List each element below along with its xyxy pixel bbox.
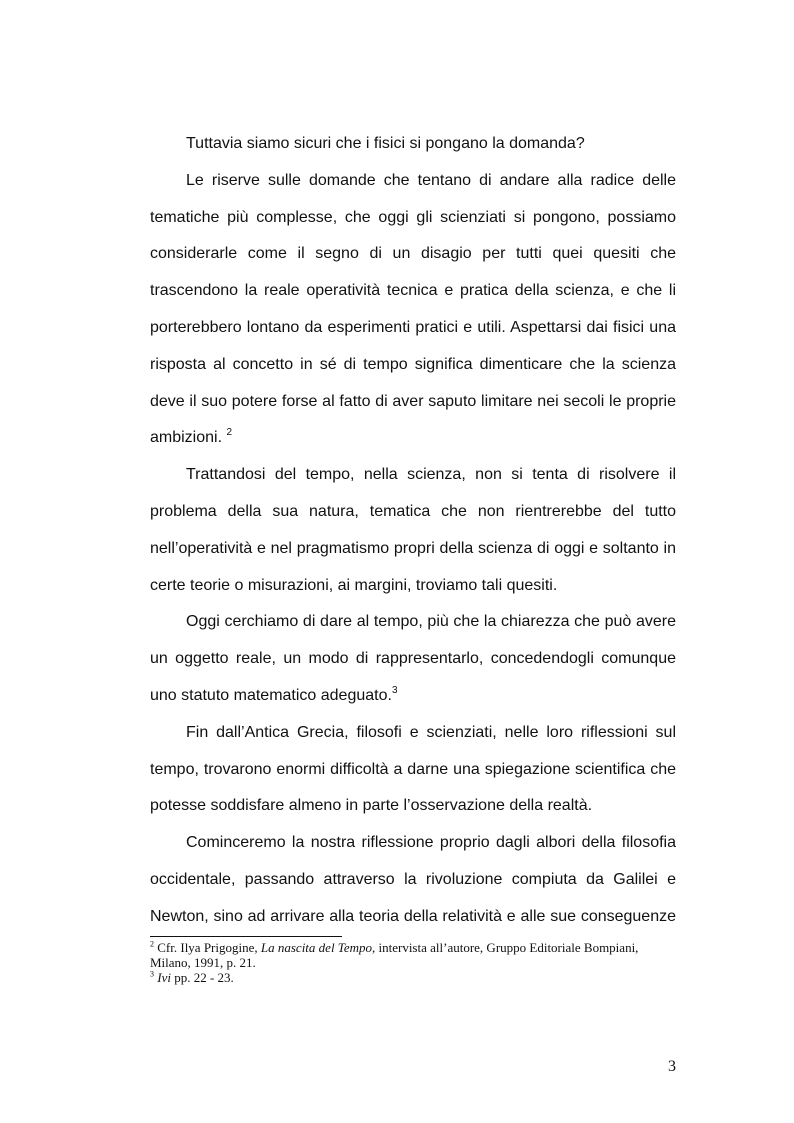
paragraph: Trattandosi del tempo, nella scienza, non si tenta di risolvere il problema della sua natura, tematica che non rientrerebbe del tutto nell’operatività e nel pragmatismo propri della scienza di oggi e soltanto in certe teorie o misurazioni, ai margini, troviamo tali quesiti. [150,466,676,594]
ibid-label: Ivi [157,970,171,985]
page-number: 3 [668,1058,676,1075]
footnote-ref[interactable]: 2 [226,427,233,439]
paragraph: Cominceremo la nostra riflessione proprio dagli albori della filosofia occidentale, passando attraverso la rivoluzione compiuta da Galilei e Newton, sino ad arrivare alla teoria della relatività e alle sue conseguenze [150,834,676,925]
footnote-separator [150,936,342,937]
footnote-number: 2 [150,939,154,949]
footnote-ref[interactable]: 3 [391,684,398,696]
footnote: $^2$ Cfr. Ilya Prigogine, La nascita del Tempo, intervista all’autore, Gruppo Editoriale Bompiani, Milano, 1991, p. 21. [150,939,639,970]
body-text [150,126,676,936]
paragraph: Oggi cerchiamo di dare al tempo, più che la chiarezza che può avere un oggetto reale, un modo di rappresentarlo, concedendogli comunque uno statuto matematico adeguato.$^3$ [150,613,676,704]
paragraph: Tuttavia siamo sicuri che i fisici si pongano la domanda? [186,135,585,152]
footnote: $^3$ Ivi pp. 22 - 23. [150,969,234,985]
footnote-number: 3 [150,969,154,979]
paragraph: Le riserve sulle domande che tentano di andare alla radice delle tematiche più complesse, che oggi gli scienziati si pongono, possiamo considerarle come il segno di un disagio per tutti quei quesiti che trascendono la reale operatività tecnica e pratica della scienza, e che li porterebbero lontano da esperimenti pratici e utili. Aspettarsi dai fisici una risposta al concetto in sé di tempo significa dimenticare che la scienza deve il suo potere forse al fatto di aver saputo limitare nei secoli le proprie ambizioni. $^2$ [150,171,676,447]
paragraph: Fin dall’Antica Grecia, filosofi e scienziati, nelle loro riflessioni sul tempo, trovarono enormi difficoltà a darne una spiegazione scientifica che potesse soddisfare almeno in parte l’osservazione della realtà. [150,723,676,815]
book-title: La nascita del Tempo [260,940,372,955]
footnotes [150,940,676,985]
